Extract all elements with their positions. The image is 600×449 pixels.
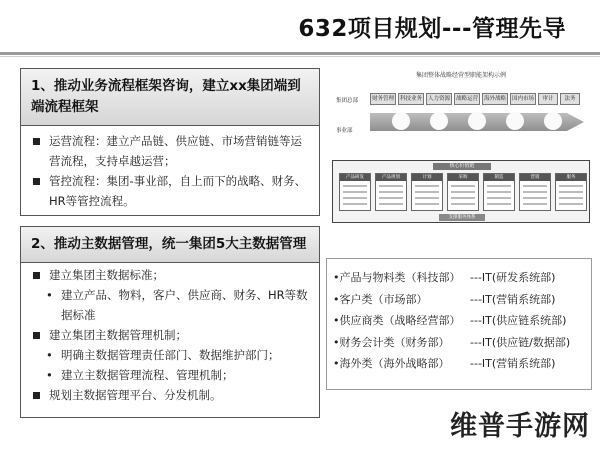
fw-line xyxy=(379,203,403,205)
bullet-platform: 规划主数据管理平台、分发机制。 xyxy=(31,385,311,405)
list-item xyxy=(333,289,570,311)
fw-line xyxy=(523,191,547,193)
fw-line xyxy=(415,197,439,199)
it-owner: ---IT(供应链/数据部) xyxy=(470,335,571,349)
framework-head: 核心价值链 xyxy=(433,163,491,170)
chevron-finance: 财务管理 xyxy=(370,93,396,105)
sub-bullet-departments: • 明确主数据管理责任部门、数据维护部门； xyxy=(31,345,311,365)
data-class: •供应商类（战略经营部） xyxy=(333,314,461,327)
framework-col xyxy=(555,173,587,211)
data-class: •客户类（市场部） xyxy=(333,292,428,306)
band-notch xyxy=(544,112,562,130)
framework-col xyxy=(411,173,443,211)
bullet-operations: 运营流程：建立产品链、供应链、市场营销链等运营流程，支持卓越运营； xyxy=(31,131,311,171)
band-notch xyxy=(430,112,448,130)
fw-line xyxy=(559,203,583,205)
chevron-audit: 审计 xyxy=(538,93,558,105)
page-title: 632项目规划---管理先导 xyxy=(298,16,566,42)
fw-line xyxy=(523,185,547,187)
master-data-panel xyxy=(20,226,320,418)
fw-line xyxy=(415,203,439,205)
list-item xyxy=(333,332,570,354)
master-data-ownership-box xyxy=(326,258,592,390)
band-notch xyxy=(468,112,486,130)
fw-line xyxy=(523,197,547,199)
fw-line xyxy=(487,203,511,205)
framework-col xyxy=(375,173,407,211)
framework-col xyxy=(519,173,551,211)
fw-line xyxy=(343,197,367,199)
list-item xyxy=(333,267,570,289)
process-framework-heading: 1、推动业务流程框架咨询，建立xx集团端到端流程框架 xyxy=(21,69,319,126)
fw-line xyxy=(451,203,475,205)
fw-line xyxy=(451,185,475,187)
framework-col-title: 制造 xyxy=(484,174,514,181)
bullet-standard: 建立集团主数据标准； xyxy=(31,265,311,285)
fw-line xyxy=(379,191,403,193)
master-data-heading: 2、推动主数据管理，统一集团5大主数据管理 xyxy=(21,227,319,263)
it-owner: ---IT(营销系统部) xyxy=(470,357,556,370)
fw-line xyxy=(379,197,403,199)
chevron-overseas: 海外战略 xyxy=(482,93,508,105)
fw-line xyxy=(379,185,403,187)
band-notch xyxy=(392,112,410,130)
title-divider xyxy=(0,52,600,55)
list-item xyxy=(333,353,570,375)
process-framework-panel xyxy=(20,68,320,216)
data-class: •财务会计类（财务部） xyxy=(333,335,450,349)
framework-col-title: 服务 xyxy=(556,174,586,181)
sub-bullet-process: • 建立主数据管理流程、管理机制； xyxy=(31,365,311,385)
process-framework-bullets xyxy=(31,131,311,211)
it-owner: ---IT(营销系统部) xyxy=(470,292,556,306)
it-owner: ---IT(研发系统部) xyxy=(470,271,556,284)
framework-col xyxy=(483,173,515,211)
framework-col-title: 营销 xyxy=(520,174,550,181)
row-label-hq: 集团总部 xyxy=(336,98,359,104)
data-class: •海外类（海外战略部） xyxy=(333,357,450,370)
fw-line xyxy=(451,191,475,193)
framework-col xyxy=(447,173,479,211)
bullet-control: 管控流程：集团-事业部，自上而下的战略、财务、HR等管控流程。 xyxy=(31,171,311,211)
watermark: 维普手游网 xyxy=(450,411,590,442)
fw-line xyxy=(559,185,583,187)
fw-line xyxy=(559,191,583,193)
row-label-bu: 事业部 xyxy=(336,128,353,134)
chevron-tech: 科技业务 xyxy=(398,93,424,105)
chevron-domestic: 国内市场 xyxy=(510,93,536,105)
fw-line xyxy=(343,203,367,205)
list-item xyxy=(333,310,570,332)
fw-line xyxy=(415,185,439,187)
it-owner: ---IT(供应链系统部) xyxy=(470,314,567,327)
framework-col xyxy=(339,173,371,211)
title-bar xyxy=(0,0,600,62)
framework-col-title: 计划 xyxy=(412,174,442,181)
fw-line xyxy=(451,197,475,199)
title-divider-thin xyxy=(0,56,600,57)
band-notch xyxy=(506,112,524,130)
framework-col-title: 产品研发 xyxy=(340,174,370,181)
fw-line xyxy=(523,203,547,205)
master-data-ownership-list xyxy=(333,267,570,375)
diagram-title: 集团整体战略经营型职能架构示例 xyxy=(415,72,506,79)
bullet-mechanism: 建立集团主数据管理机制； xyxy=(31,325,311,345)
framework-col-title: 采购 xyxy=(448,174,478,181)
fw-line xyxy=(487,191,511,193)
chevron-legal: 法务 xyxy=(560,93,580,105)
master-data-bullets xyxy=(31,265,311,405)
fw-line xyxy=(559,197,583,199)
value-chain-framework xyxy=(332,160,590,223)
framework-foot: 支撑服务体系 xyxy=(439,214,485,221)
fw-line xyxy=(487,197,511,199)
fw-line xyxy=(343,185,367,187)
framework-col-title: 产品规划 xyxy=(376,174,406,181)
sub-bullet-data-standards: • 建立产品、物料，客户、供应商、财务、HR等数据标准 xyxy=(31,285,311,325)
chevron-hr: 人力资源 xyxy=(426,93,452,105)
fw-line xyxy=(487,185,511,187)
data-class: •产品与物料类（科技部） xyxy=(333,271,461,284)
fw-line xyxy=(343,191,367,193)
fw-line xyxy=(415,191,439,193)
chevron-strategy: 战略运营 xyxy=(454,93,480,105)
